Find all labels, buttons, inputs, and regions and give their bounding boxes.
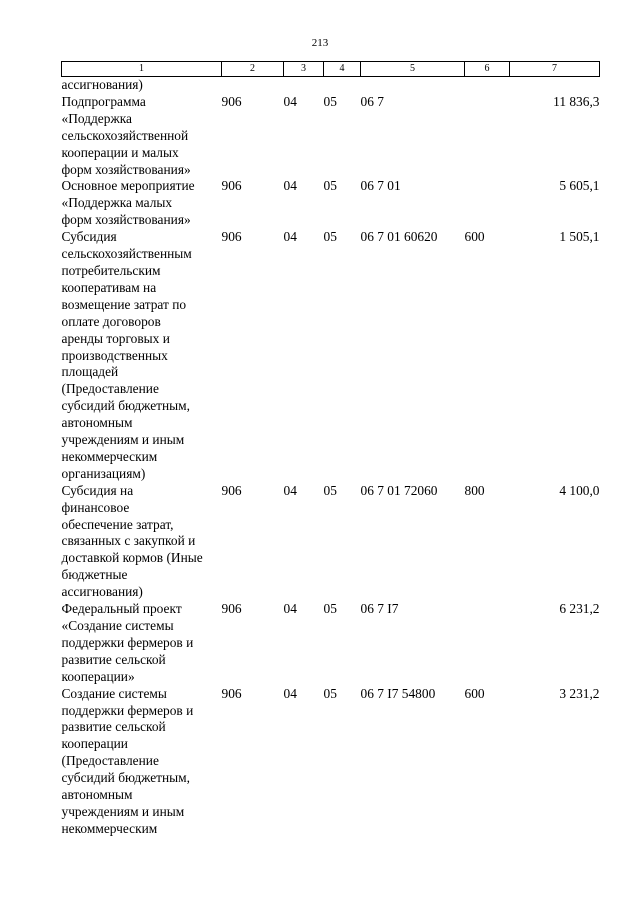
- expense-type-code: [465, 601, 510, 686]
- item-name: Субсидия на финансовое обеспечение затрат, связанных с закупкой и доставкой кормов (Иные бюджетные ассигнования): [61, 482, 203, 600]
- target-article-code: [361, 77, 465, 94]
- expense-type-code: 800: [464, 482, 485, 498]
- expense-type-code: 600: [464, 229, 485, 245]
- table-row: [62, 686, 600, 838]
- table-row: [62, 94, 600, 179]
- amount: 5 605,1: [559, 178, 600, 194]
- subsection-code: 05: [323, 685, 337, 701]
- amount: 4 100,0: [559, 482, 600, 498]
- column-header-4: 4: [324, 62, 361, 77]
- subsection-code: [324, 77, 361, 94]
- admin-code: 906: [221, 93, 242, 109]
- admin-code: 906: [221, 482, 242, 498]
- subsection-code: 05: [323, 93, 337, 109]
- item-name: Подпрограмма «Поддержка сельскохозяйственной кооперации и малых форм хозяйствования»: [61, 93, 191, 177]
- target-article-code: 06 7 I7: [360, 601, 399, 617]
- target-article-code: 06 7 01: [360, 178, 401, 194]
- expense-type-code: 600: [464, 685, 485, 701]
- subsection-code: 05: [323, 482, 337, 498]
- table-row: [62, 483, 600, 601]
- admin-code: 906: [221, 685, 242, 701]
- section-code: 04: [283, 482, 297, 498]
- amount: 6 231,2: [559, 601, 600, 617]
- amount: 3 231,2: [559, 685, 600, 701]
- item-name: Основное мероприятие «Поддержка малых форм хозяйствования»: [61, 178, 195, 228]
- page-number: 213: [311, 37, 329, 49]
- target-article-code: 06 7 I7 54800: [360, 685, 436, 701]
- admin-code: 906: [221, 601, 242, 617]
- column-header-2: 2: [222, 62, 284, 77]
- column-number-header-row: [62, 62, 600, 77]
- item-name: ассигнования): [61, 77, 143, 92]
- subsection-code: 05: [323, 229, 337, 245]
- amount: 11 836,3: [553, 93, 600, 109]
- section-code: [284, 77, 324, 94]
- item-name: Создание системы поддержки фермеров и развитие сельской кооперации (Предоставление субсидий бюджетным, автономным учреждениям и иным некоммерческим: [61, 685, 194, 836]
- subsection-code: 05: [323, 178, 337, 194]
- section-code: 04: [283, 601, 297, 617]
- section-code: 04: [283, 685, 297, 701]
- target-article-code: 06 7: [360, 93, 384, 109]
- section-code: 04: [283, 178, 297, 194]
- column-header-6: 6: [465, 62, 510, 77]
- admin-code: [222, 77, 284, 94]
- column-header-7: 7: [510, 62, 600, 77]
- target-article-code: 06 7 01 60620: [360, 229, 438, 245]
- item-name: Федеральный проект «Создание системы поддержки фермеров и развитие сельской кооперации»: [61, 601, 194, 684]
- expense-type-code: [465, 94, 510, 179]
- column-header-3: 3: [284, 62, 324, 77]
- section-code: 04: [283, 229, 297, 245]
- subsection-code: 05: [323, 601, 337, 617]
- table-row: [62, 601, 600, 686]
- expense-type-code: [465, 77, 510, 94]
- target-article-code: 06 7 01 72060: [360, 482, 438, 498]
- table-row: [62, 77, 600, 94]
- admin-code: 906: [221, 229, 242, 245]
- amount: 1 505,1: [559, 229, 600, 245]
- table-row: [62, 178, 600, 229]
- table-row: [62, 229, 600, 483]
- section-code: 04: [283, 93, 297, 109]
- admin-code: 906: [221, 178, 242, 194]
- amount: [510, 77, 600, 94]
- column-header-5: 5: [361, 62, 465, 77]
- item-name: Субсидия сельскохозяйственным потребительским кооперативам на возмещение затрат по оплате договоров аренды торговых и производственных площадей (Предоставление субсидий бюджетным, автономным учреждениям и иным некоммерческим организациям): [61, 229, 192, 481]
- column-header-1: 1: [62, 62, 222, 77]
- budget-table: [61, 61, 600, 838]
- expense-type-code: [465, 178, 510, 229]
